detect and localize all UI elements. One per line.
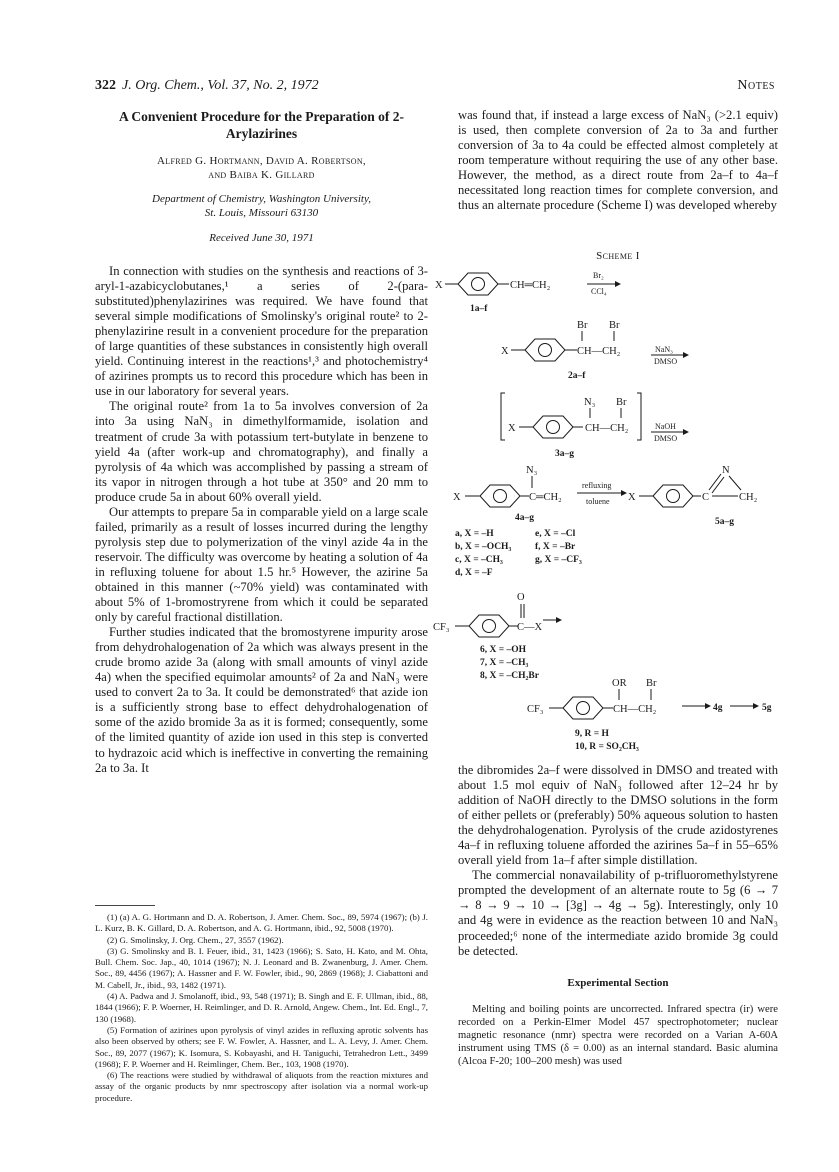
compound-label-1: 1a–f [470, 304, 488, 314]
footnote: (5) Formation of azirines upon pyrolysis of vinyl azides in refluxing aprotic solvents has also been observed by others; see F. W. Fowler, A. Hassner, and L. A. Levy, J. Amer. Chem. Soc., 89, 2077 (1967); K. Isomura, S. Kobayashi, and H. Taniguchi, Tetrahedron Lett., 3499 (1968); F. P. Woerner and H. Reimlinger, Chem. Ber., 103, 1908 (1970). [95, 1024, 428, 1069]
running-head [95, 78, 319, 94]
aromatic-circle [577, 702, 590, 715]
article-title: A Convenient Procedure for the Preparation of 2-Arylazirines [118, 109, 405, 141]
page-number: 322 [95, 78, 116, 93]
substituent-x: X [453, 492, 461, 503]
trifluoromethyl: CF₃ [433, 622, 450, 633]
arrowhead [621, 490, 627, 496]
product-5g: 5g [762, 703, 772, 713]
substituent-key-d: d, X = –F [455, 568, 493, 578]
paragraph: The commercial nonavailability of p-trifluoromethylstyrene prompted the development of an alternate route to 5g (6 → 7 → 8 → 9 → 10 → [3g] → 4g → 5g). Interestingly, only 10 and 4g were in evidence as the reaction between 10 and NaN₃ proceeded;⁶ none of the intermediate azido bromide 3g could be detected. [458, 868, 778, 958]
ethyl-chain: CH—CH₂ [577, 346, 621, 357]
vinyl-azide-carbon: C═CH₂ [529, 492, 562, 503]
compound-6: 6, X = –OH [480, 645, 527, 655]
arrowhead [705, 703, 711, 709]
ethyl-chain: CH—CH₂ [613, 704, 657, 715]
right-column [458, 108, 778, 213]
reagent-nan3: NaN₃ [655, 345, 673, 354]
reagent-br2: Br₂ [593, 271, 604, 280]
received-date: Received June 30, 1971 [209, 232, 314, 244]
oxygen-atom: O [517, 592, 525, 603]
reaction-scheme [425, 268, 805, 758]
footnote: (6) The reactions were studied by withdrawal of aliquots from the reaction mixtures and assay of the organic products by nmr spectroscopy after isolation via a normal work-up procedure. [95, 1070, 428, 1103]
bracket-left [501, 393, 505, 440]
substituent-x: X [501, 346, 509, 357]
solvent-ccl4: CCl₄ [591, 287, 607, 296]
arrowhead [556, 617, 562, 623]
aromatic-circle [483, 620, 496, 633]
substituent-key-b: b, X = –OCH₃ [455, 542, 512, 552]
benzene-ring [533, 416, 573, 438]
page-header [95, 78, 775, 98]
paragraph: In connection with studies on the synthesis and reactions of 3-aryl-1-azabicyclobutanes,¹ a series of 2-(para-substituted)phenylazirines was required. We have found that several simple modifications of Smolinsky's original route² to 2-phenylazirine result in a convenient procedure for the preparation of large quantities of these substances in consistently high overall yield. Continuing interest in the reactions¹,³ and photochemistry⁴ of azirines prompts us to record this procedure which has been in use in our laboratory for several years. [95, 264, 428, 399]
aromatic-circle [547, 421, 560, 434]
bracket-right [637, 393, 641, 440]
bromine-atom: Br [577, 320, 588, 331]
footnote: (3) G. Smolinsky and B. I. Feuer, ibid., 31, 1423 (1966); S. Sato, H. Kato, and M. Ohta, Bull. Chem. Soc. Jap., 40, 1014 (1967); N. J. Leonard and B. Zwanenburg, J. Amer. Chem. Soc., 89, 4456 (1967); A. Hassner and F. W. Fowler, ibid., 90, 2869 (1968); J. Ciabattoni and M. Cabell, Jr., ibid., 93, 1482 (1971). [95, 945, 428, 990]
aromatic-circle [667, 490, 680, 503]
paragraph: the dibromides 2a–f were dissolved in DMSO and treated with about 1.5 mol equiv of NaN₃ followed after 12–24 hr by addition of NaOH directly to the DMSO solutions in the form of either pellets or (preferably) 50% aqueous solution to hasten the dehydrohalogenation. Pyrolysis of the crude azidostyrenes 4a–f in refluxing toluene afforded the azirines 5a–f in 55–65% overall yield from 1a–f after simple distillation. [458, 763, 778, 868]
journal-citation: J. Org. Chem., Vol. 37, No. 2, 1972 [122, 78, 319, 93]
benzene-ring [653, 485, 693, 507]
affiliation [95, 192, 428, 220]
compound-10: 10, R = SO₂CH₃ [575, 742, 639, 752]
section-label: Notes [737, 78, 775, 93]
paragraph: Our attempts to prepare 5a in comparable yield on a large scale failed, primarily as a result of losses incurred during the lengthy pyrolysis step due to polymerization of the vinyl azide 4a in the reservoir. The difficulty was overcome by heating a solution of 4a in refluxing toluene for about 1.5 hr.⁵ However, the azirine 5a obtained in this manner (~70% yield) was contaminated with about 5% of 1-bromostryrene from which it could be separated only by careful fractional distillation. [95, 504, 428, 625]
paragraph: The original route² from 1a to 5a involves conversion of 2a into 3a using NaN₃ in dimethylformamide, isolation and treatment of crude 3a with potassium tert-butylate in benzene to yield 4a (after work-up and chromatography), and finally a pyrolysis of 4a which was accomplished by passing a stream of its vapor in nitrogen through a hot tube at 350° and 20 mm to produce crude 5a in about 60% overall yield. [95, 399, 428, 504]
paragraph: was found that, if instead a large excess of NaN₃ (>2.1 equiv) is used, then complete conversion of 2a to 3a and further conversion of 3a to 4a could be effected almost completely at room temperature without requiring the use of any other base. However, the method, as a direct route from 2a–f to 4a–f necessitated long reaction times for complete conversion, and thus an alternate procedure (Scheme I) was developed whereby [458, 108, 778, 213]
arrowhead [683, 429, 689, 435]
compound-8: 8, X = –CH₂Br [480, 671, 539, 681]
left-column [95, 108, 428, 776]
paragraph: Further studies indicated that the bromostyrene impurity arose from dehydrohalogenation of 2a which was always present in the crude bromo azide 3a (along with small amounts of vinyl azide 4a) when the specified equimolar amounts² of 2a and NaN₃ were used to convert 2a to 3a. It could be demonstrated⁶ that azide ion is a sufficiently strong base to effect dehydrohalogenation of some of the azido bromide 3a as it is formed; consequently, some of the limited quantity of azide ion used in this step is converted to hydrazoic acid which is ineffective in converting the remaining 2a to 3a. It [95, 625, 428, 775]
compound-label-4: 4a–g [515, 513, 534, 523]
substituent-key-a: a, X = –H [455, 529, 494, 539]
authors-line-1: Alfred G. Hortmann, David A. Robertson, [157, 155, 366, 167]
aromatic-circle [472, 278, 485, 291]
authors-line-2: and Baiba K. Gillard [208, 169, 315, 181]
arrowhead [753, 703, 759, 709]
bromine-atom: Br [616, 397, 627, 408]
trifluoromethyl: CF₃ [527, 704, 544, 715]
product-4g: 4g [713, 703, 723, 713]
author-list [95, 154, 428, 182]
nitrogen-atom: N [722, 465, 730, 476]
azirine-double-bond [709, 474, 721, 490]
azirine-bond [729, 476, 741, 490]
arrowhead [683, 352, 689, 358]
azide-group: N₃ [526, 465, 538, 476]
footnote: (4) A. Padwa and J. Smolanoff, ibid., 93, 548 (1971); B. Singh and E. F. Ullman, ibid., 88, 1844 (1966); F. P. Woerner, H. Reimlinger, and D. R. Arnold, Angew. Chem., Int. Ed. Engl., 7, 130 (1968). [95, 991, 428, 1024]
substituent-x: X [508, 423, 516, 434]
right-column-lower [458, 763, 778, 1069]
paragraph: Melting and boiling points are uncorrected. Infrared spectra (ir) were recorded on a Perkin-Elmer Model 457 spectrophotometer; nuclear magnetic resonance (nmr) spectra were recorded on a Varian A-60A instrument using TMS (δ = 0.00) as an internal standard. Basic alumina (Alcoa F-20; 100–200 mesh) was used [458, 1003, 778, 1068]
compound-9: 9, R = H [575, 729, 609, 739]
azirine-ch2: CH₂ [739, 492, 758, 503]
benzene-ring [480, 485, 520, 507]
substituent-key-e: e, X = –Cl [535, 529, 576, 539]
ethyl-chain: CH—CH₂ [585, 423, 629, 434]
bromine-atom: Br [609, 320, 620, 331]
acyl-group: C—X [517, 622, 543, 633]
arrowhead [615, 281, 621, 287]
compound-label-2: 2a–f [568, 371, 586, 381]
azirine-double-bond [712, 477, 724, 493]
vinyl-group: CH═CH₂ [510, 280, 551, 291]
footnote: (1) (a) A. G. Hortmann and D. A. Robertson, J. Amer. Chem. Soc., 89, 5974 (1967); (b) J. L. Kurz, B. K. Gillard, D. A. Robertson, and A. G. Hortmann, ibid., 92, 5008 (1970). [95, 912, 428, 934]
benzene-ring [563, 697, 603, 719]
substituent-key-g: g, X = –CF₃ [535, 555, 582, 565]
footnote-rule [95, 905, 155, 906]
solvent-dmso: DMSO [654, 357, 678, 366]
right-body-text-top [458, 108, 778, 213]
scheme-title: Scheme I [596, 250, 640, 262]
right-body-text-bottom [458, 763, 778, 959]
compound-7: 7, X = –CH₃ [480, 658, 529, 668]
footnotes [95, 905, 428, 1104]
compound-label-5: 5a–g [715, 517, 734, 527]
benzene-ring [525, 339, 565, 361]
bromine-atom: Br [646, 678, 657, 689]
affiliation-line-2: St. Louis, Missouri 63130 [204, 207, 319, 219]
solvent-dmso: DMSO [654, 434, 678, 443]
benzene-ring [469, 615, 509, 637]
aromatic-circle [494, 490, 507, 503]
experimental-text [458, 1003, 778, 1069]
affiliation-line-1: Department of Chemistry, Washington University, [152, 193, 371, 205]
substituent-key-f: f, X = –Br [535, 542, 576, 552]
substituent-x: X [628, 492, 636, 503]
compound-label-3: 3a–g [555, 449, 574, 459]
left-body-text [95, 264, 428, 776]
alkoxy-group: OR [612, 678, 627, 689]
azirine-carbon: C [702, 492, 710, 503]
footnote: (2) G. Smolinsky, J. Org. Chem., 27, 3557 (1962). [107, 934, 284, 945]
condition-toluene: toluene [586, 497, 610, 506]
condition-refluxing: refluxing [582, 481, 612, 490]
aromatic-circle [539, 344, 552, 357]
section-heading: Experimental Section [567, 976, 669, 989]
substituent-x: X [435, 280, 443, 291]
substituent-key-c: c, X = –CH₃ [455, 555, 503, 565]
reagent-naoh: NaOH [655, 422, 676, 431]
benzene-ring [458, 273, 498, 295]
azide-group: N₃ [584, 397, 596, 408]
